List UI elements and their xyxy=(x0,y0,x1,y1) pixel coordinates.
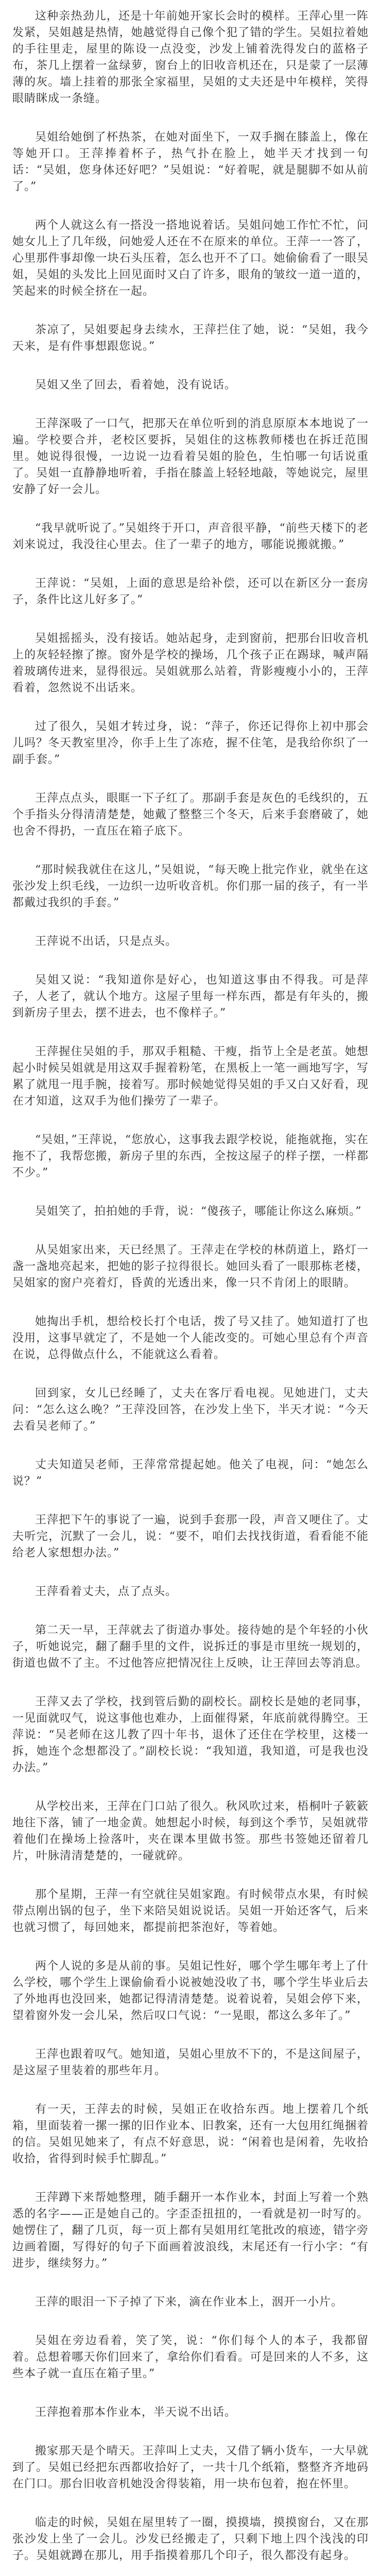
paragraph: 回到家，女儿已经睡了，丈夫在客厅看电视。见她进门，丈夫问：“怎么这么晚？”王萍没回答，在沙发上坐下，半天才说：“今天去看吴老师了。” xyxy=(12,1387,369,1433)
paragraph: 王萍深吸了一口气，把那天在单位听到的消息原原本本地说了一遍。学校要合并，老校区要拆，吴姐住的这栋教师楼也在拆迁范围里。她说得很慢，一边说一边看着吴姐的脸色，生怕哪一句话说重了。吴姐一直静静地听着，手指在膝盖上轻轻地敲，等她说完，屋里安静了好一会儿。 xyxy=(12,417,369,496)
paragraph: 临走的时候，吴姐在屋里转了一圈，摸摸墙，摸摸窗台，又在那张沙发上坐了一会儿。沙发已经搬走了，只剩下地上四个浅浅的印子。吴姐就蹲在那儿，用手指摸着那几个印子，很久都没有起身。 xyxy=(12,2516,369,2562)
paragraph: 过了很久，吴姐才转过身，说：“萍子，你还记得你上初中那会儿吗？冬天教室里冷，你手上生了冻疮，握不住笔，是我给你织了一副手套。” xyxy=(12,720,369,766)
paragraph: 王萍说不出话，只是点头。 xyxy=(35,935,178,948)
paragraph: 这种亲热劲儿，还是十年前她开家长会时的模样。王萍心里一阵发紧，吴姐越是热情，她越觉得自己像个犯了错的学生。吴姐拉着她的手往里走，屋里的陈设一点没变，沙发上铺着洗得发白的蓝格子布，茶几上摆着一盆绿萝，窗台上的旧收音机还在，只是蒙了一层薄薄的灰。墙上挂着的那张全家福里，吴姐的丈夫还是中年模样，笑得眼睛眯成一条缝。 xyxy=(12,10,369,105)
paragraph: “吴姐，”王萍说，“您放心，这事我去跟学校说，能拖就拖，实在拖不了，我帮您搬，新房子里的东西，全按这屋子的样子摆，一样都不少。” xyxy=(12,1133,369,1179)
paragraph: 王萍把下午的事说了一遍，说到手套那一段，声音又哽住了。丈夫听完，沉默了一会儿，说：“要不，咱们去找找街道，看看能不能给老人家想想办法。” xyxy=(12,1514,369,1560)
paragraph: 两个人说的多是从前的事。吴姐记性好，哪个学生哪年考上了什么学校，哪个学生上课偷偷看小说被她没收了书，哪个学生毕业后去了外地再也没回来，她都记得清清楚楚。说着说着，吴姐会停下来，望着窗外发一会儿呆，然后叹口气说：“一晃眼，都这么多年了。” xyxy=(12,1960,369,2022)
paragraph: 第二天一早，王萍就去了街道办事处。接待她的是个年轻的小伙子，听她说完，翻了翻手里的文件，说拆迁的事是市里统一规划的，街道也做不了主。不过他答应把情况往上反映，让王萍回去等消息。 xyxy=(12,1624,369,1670)
paragraph: 从吴姐家出来，天已经黑了。王萍走在学校的林荫道上，路灯一盏一盏地亮起来，把她的影子拉得很长。她回头看了一眼那栋老楼，吴姐家的窗户亮着灯，昏黄的光透出来，像一只不肯闭上的眼睛。 xyxy=(12,1244,369,1290)
paragraph: 吴姐在旁边看着，笑了笑，说：“你们每个人的本子，我都留着。总想着哪天你们回来了，拿给你们看看。可是回来的人不多，这些本子就一直压在箱子里。” xyxy=(12,2334,369,2380)
paragraph: 王萍抱着那本作业本，半天说不出话。 xyxy=(35,2406,237,2419)
paragraph: 王萍的眼泪一下子掉了下来，滴在作业本上，洇开一小片。 xyxy=(35,2296,343,2309)
paragraph: 王萍蹲下来帮她整理，随手翻开一本作业本，封面上写着一个熟悉的名字——正是她自己的。字歪歪扭扭的，一看就是初一时写的。她愣住了，翻了几页，每一页上都有吴姐用红笔批改的痕迹，错字旁边画着圈，写得好的句子下面画着波浪线，末尾还有一行小字：“有进步，继续努力。” xyxy=(12,2191,369,2270)
paragraph: 王萍又去了学校，找到管后勤的副校长。副校长是她的老同事，一见面就叹气，说这事他也难办，上面催得紧，年底前就得腾空。王萍说：“吴老师在这儿教了四十年书，退休了还住在学校里，这楼一拆，她连个念想都没了。”副校长说：“我知道，我知道，可是我也没办法。” xyxy=(12,1696,369,1774)
paragraph: “我早就听说了。”吴姐终于开口，声音很平静，“前些天楼下的老刘来说过，我没往心里去。住了一辈子的地方，哪能说搬就搬。” xyxy=(12,522,369,551)
paragraph: 搬家那天是个晴天。王萍叫上丈夫，又借了辆小货车，一大早就到了。吴姐已经把东西都收拾好了，一共十几个纸箱，整整齐齐地码在门口。那台旧收音机她没舍得装箱，用一块布包着，抱在怀里。 xyxy=(12,2445,369,2490)
paragraph: 王萍说：“吴姐，上面的意思是给补偿，还可以在新区分一套房子，条件比这儿好多了。” xyxy=(12,577,369,606)
paragraph: 王萍也跟着叹气。她知道，吴姐心里放不下的，不是这间屋子，是这屋子里装着的那些年月。 xyxy=(12,2048,369,2077)
paragraph: 吴姐又说：“我知道你是好心，也知道这事由不得我。可是萍子，人老了，就认个地方。这屋子里每一样东西，都是有年头的，搬到新房子里去，摆不进去，也不像样子。” xyxy=(12,974,369,1020)
paragraph: 从学校出来，王萍在门口站了很久。秋风吹过来，梧桐叶子簌簌地往下落，铺了一地金黄。她想起小时候，每到这个季节，吴姐就带着他们在操场上捡落叶，夹在课本里做书签。那些书签她还留着几片，叶脉清清楚楚的，一碰就碎。 xyxy=(12,1800,369,1862)
paragraph: 丈夫知道吴老师，王萍常常提起她。他关了电视，问：“她怎么说？” xyxy=(12,1459,369,1488)
paragraph: 王萍点点头，眼眶一下子红了。那副手套是灰色的毛线织的，五个手指头分得清清楚楚，她戴了整整三个冬天，后来手套磨破了，她也舍不得扔，一直压在箱子底下。 xyxy=(12,792,369,838)
paragraph: 那个星期，王萍一有空就往吴姐家跑。有时候带点水果，有时候带点刚出锅的包子，坐下来陪吴姐说说话。吴姐一开始还客气，后来也就习惯了，每回她来，都提前把茶泡好，等着她。 xyxy=(12,1888,369,1934)
paragraph: 吴姐又坐了回去，看着她，没有说话。 xyxy=(35,379,237,392)
paragraph: 两个人就这么有一搭没一搭地说着话。吴姐问她工作忙不忙，问她女儿上了几年级，问她爱人还在不在原来的单位。王萍一一答了，心里那件事却像一块石头压着，怎么也开不了口。她偷偷看了一眼吴姐，吴姐的头发比上回见面时又白了许多，眼角的皱纹一道一道的，笑起来的时候全挤在一起。 xyxy=(12,219,369,298)
paragraph: 茶凉了，吴姐要起身去续水，王萍拦住了她，说：“吴姐，我今天来，是有件事想跟您说。” xyxy=(12,324,369,353)
paragraph: “那时候我就住在这儿，”吴姐说，“每天晚上批完作业，就坐在这张沙发上织毛线，一边织一边听收音机。你们那一届的孩子，有一半都戴过我织的手套。” xyxy=(12,863,369,909)
paragraph: 有一天，王萍去的时候，吴姐正在收拾东西。地上摆着几个纸箱，里面装着一摞一摞的旧作业本、旧教案，还有一大包用红绳捆着的信。吴姐见她来了，有点不好意思，说：“闲着也是闲着，先收拾收拾，省得到时候手忙脚乱。” xyxy=(12,2103,369,2165)
paragraph: 吴姐笑了，拍拍她的手背，说：“傻孩子，哪能让你这么麻烦。” xyxy=(35,1205,362,1218)
paragraph: 王萍看着丈夫，点了点头。 xyxy=(35,1585,178,1598)
paragraph: 王萍握住吴姐的手，那双手粗糙、干瘦，指节上全是老茧。她想起小时候吴姐就是用这双手握着粉笔，在黑板上一笔一画地写字，写累了就甩一甩手腕，接着写。那时候她觉得吴姐的手又白又好看，现在才知道，这双手为他们操劳了一辈子。 xyxy=(12,1045,369,1108)
paragraph: 她掏出手机，想给校长打个电话，拨了号又挂了。她知道打了也没用，这事早就定了，不是她一个人能改变的。可她心里总有个声音在说，总得做点什么，不能就这么看着。 xyxy=(12,1315,369,1361)
paragraph: 吴姐给她倒了杯热茶，在她对面坐下，一双手搁在膝盖上，像在等她开口。王萍捧着杯子，热气扑在脸上，她半天才找到一句话：“吴姐，您身体还好吧？”吴姐说：“好着呢，就是腿脚不如从前了。” xyxy=(12,131,369,193)
paragraph: 吴姐摇摇头，没有接话。她站起身，走到窗前，把那台旧收音机上的灰轻轻擦了擦。窗外是学校的操场，几个孩子正在踢球，喊声隔着玻璃传进来，显得很远。吴姐就那么站着，背影瘦瘦小小的，王萍看着，忽然说不出话来。 xyxy=(12,632,369,694)
